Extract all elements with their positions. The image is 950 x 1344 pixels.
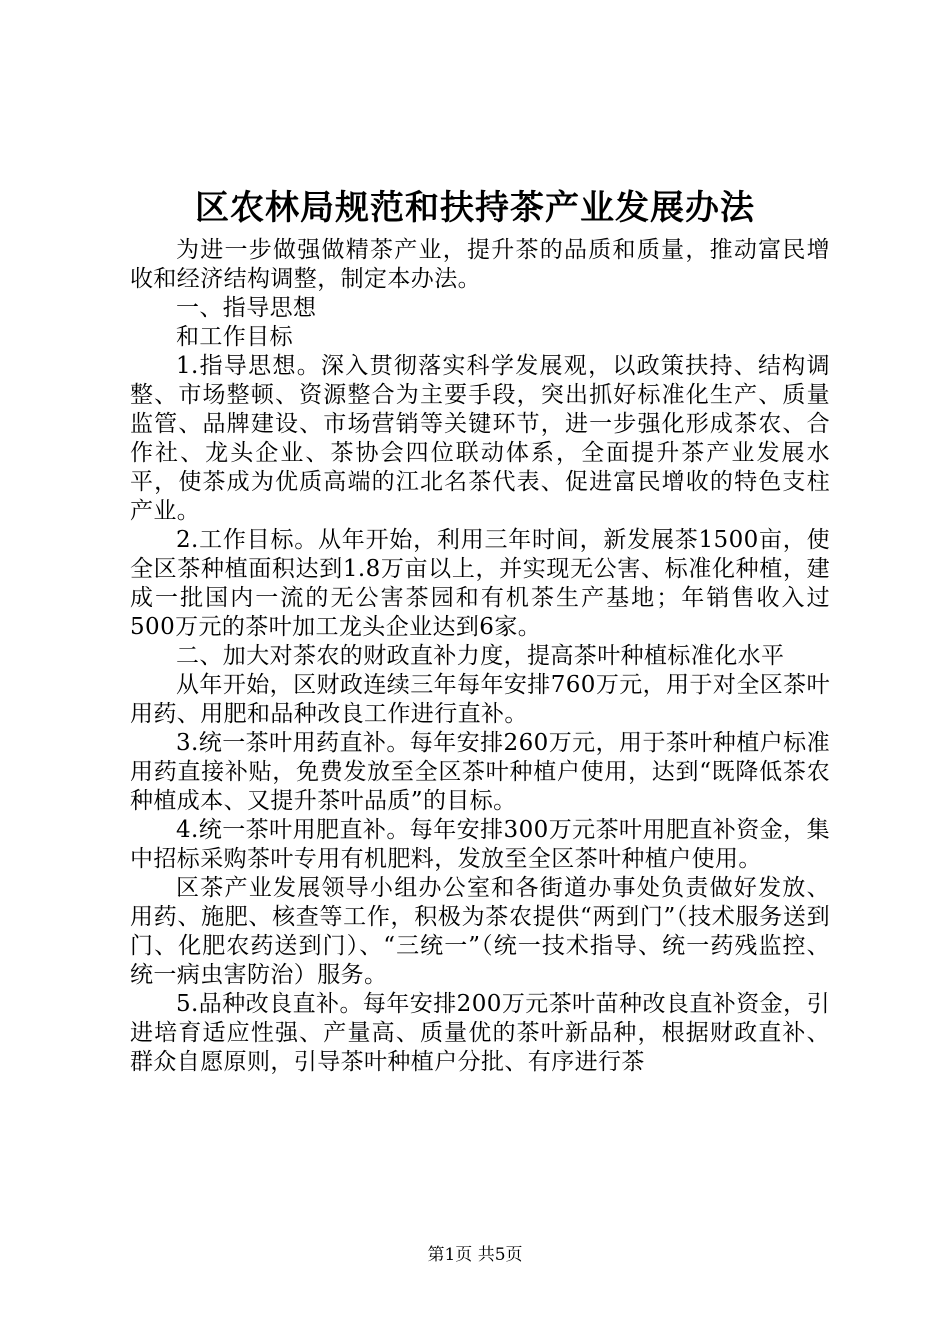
document-title: 区农林局规范和扶持茶产业发展办法	[195, 188, 755, 228]
paragraph-funding: 从年开始，区财政连续三年每年安排760万元，用于对全区茶叶用药、用肥和品种改良工作进行直补。	[130, 672, 830, 727]
paragraph-guiding-idea: 1.指导思想。深入贯彻落实科学发展观，以政策扶持、结构调整、市场整顿、资源整合为主要手段，突出抓好标准化生产、质量监管、品牌建设、市场营销等关键环节，进一步强化形成茶农、合作社、龙头企业、茶协会四位联动体系，全面提升茶产业发展水平，使茶成为优质高端的江北名茶代表、促进富民增收的特色支柱产业。	[130, 353, 830, 524]
section-heading-2: 二、加大对茶农的财政直补力度，提高茶叶种植标准化水平	[176, 643, 785, 669]
section-heading-1: 一、指导思想	[176, 295, 317, 321]
section-heading-1-cont: 和工作目标	[176, 324, 293, 350]
document-body	[130, 236, 830, 1077]
paragraph-pesticide-subsidy: 3.统一茶叶用药直补。每年安排260万元，用于茶叶种植户标准用药直接补贴，免费发放至全区茶叶种植户使用，达到“既降低茶农种植成本、又提升茶叶品质”的目标。	[130, 730, 830, 814]
paragraph-variety-subsidy: 5.品种改良直补。每年安排200万元茶叶苗种改良直补资金，引进培育适应性强、产量高、质量优的茶叶新品种，根据财政直补、群众自愿原则，引导茶叶种植户分批、有序进行茶	[130, 991, 830, 1075]
paragraph-office-duties: 区茶产业发展领导小组办公室和各街道办事处负责做好发放、用药、施肥、核查等工作，积极为茶农提供“两到门”（技术服务送到门、化肥农药送到门）、“三统一”（统一技术指导、统一药残监控、统一病虫害防治）服务。	[130, 875, 830, 988]
paragraph-fertilizer-subsidy: 4.统一茶叶用肥直补。每年安排300万元茶叶用肥直补资金，集中招标采购茶叶专用有机肥料，发放至全区茶叶种植户使用。	[130, 817, 830, 872]
page-footer: 第1页 共5页	[427, 1245, 523, 1265]
paragraph-work-goal: 2.工作目标。从年开始，利用三年时间，新发展茶1500亩，使全区茶种植面积达到1.8万亩以上，并实现无公害、标准化种植，建成一批国内一流的无公害茶园和有机茶生产基地；年销售收入过500万元的茶叶加工龙头企业达到6家。	[130, 527, 830, 640]
paragraph-intro: 为进一步做强做精茶产业，提升茶的品质和质量，推动富民增收和经济结构调整，制定本办法。	[130, 237, 830, 292]
